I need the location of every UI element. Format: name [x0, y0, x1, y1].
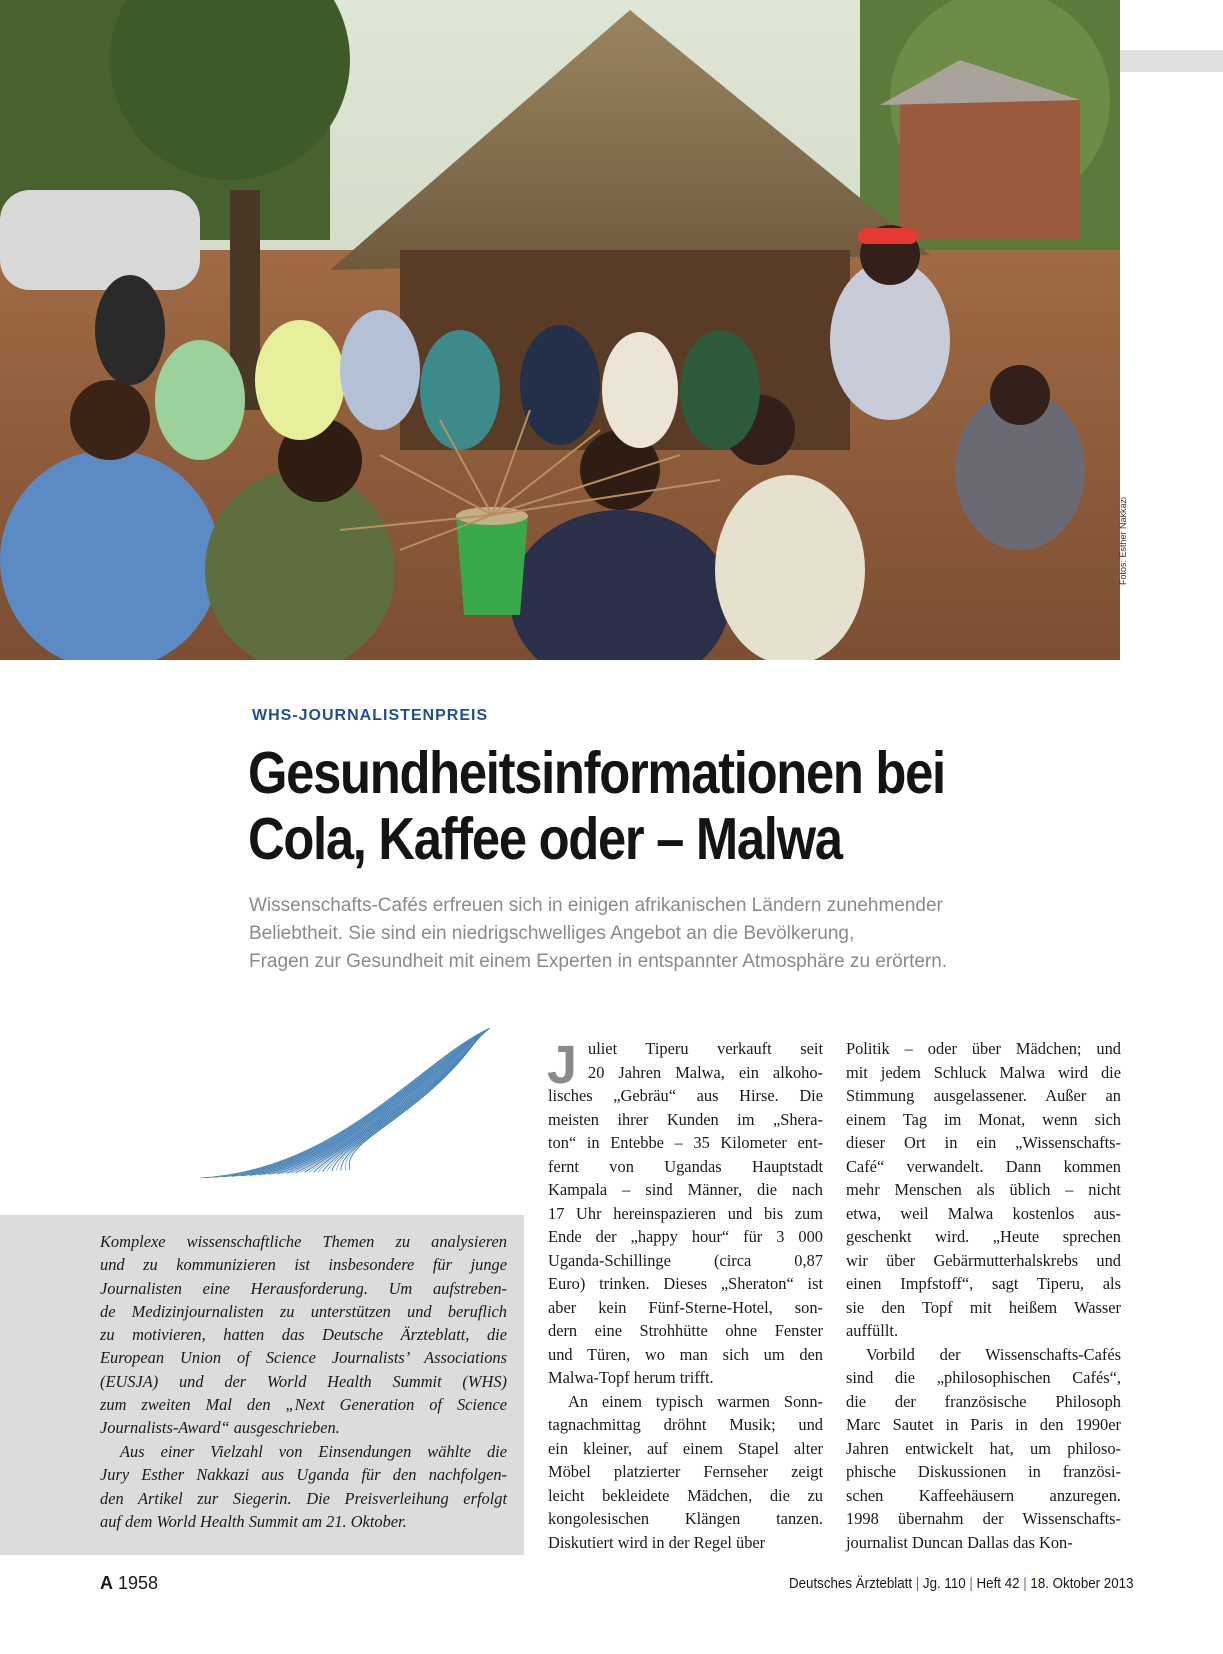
- wave-line: [214, 1029, 489, 1177]
- body-line: Marc Sautet in Paris in den 1990er: [846, 1415, 1121, 1434]
- issue-date: 18. Oktober 2013: [1030, 1576, 1134, 1592]
- lead-line: Fragen zur Gesundheit mit einem Experten in entspannter Atmosphäre zu erörtern.: [249, 951, 948, 972]
- photo-illustration: [0, 0, 1120, 660]
- article-photo: [0, 0, 1120, 660]
- body-line: leicht bekleidete Mädchen, die zu: [548, 1485, 823, 1505]
- body-line: fernt von Ugandas Hauptstadt: [548, 1156, 823, 1176]
- page-number: [100, 1573, 158, 1594]
- body-line: Möbel platzierter Fernseher zeigt: [548, 1462, 823, 1481]
- body-line: sie den Topf mit heißem Wasser: [846, 1297, 1121, 1317]
- body-line: uliet Tiperu verkauft seit: [588, 1039, 823, 1058]
- publication-name: Deutsches Ärzteblatt: [789, 1576, 913, 1592]
- body-line: Jahren entwickelt hat, um philoso-: [846, 1438, 1121, 1458]
- info-line: Aus einer Vielzahl von Einsendungen wählte die: [120, 1442, 507, 1461]
- article-title: [248, 740, 988, 872]
- info-line: de Medizinjournalisten zu unterstützen und beruflich: [100, 1301, 507, 1321]
- wave-line: [209, 1029, 489, 1178]
- page-tab-marker: [1120, 50, 1223, 72]
- body-line: einen Impfstoff“, sagt Tiperu, als: [846, 1274, 1121, 1293]
- info-line: zu motivieren, hatten das Deutsche Ärzteblatt, die: [100, 1325, 507, 1345]
- info-line: den Artikel zur Siegerin. Die Preisverleihung erfolgt: [100, 1488, 507, 1508]
- body-line: und Türen, wo man sich um den: [548, 1344, 823, 1364]
- body-line: schen Kaffeehäusern anzuregen.: [846, 1485, 1121, 1505]
- info-line: Journalists-Award“ ausgeschrieben.: [100, 1418, 340, 1438]
- body-line: kongolesischen Klängen tanzen.: [548, 1509, 823, 1528]
- body-line: etwa, weil Malwa kostenlos aus-: [846, 1203, 1121, 1223]
- body-line: tagnachmittag dröhnt Musik; und: [548, 1415, 823, 1434]
- kicker: WHS-JOURNALISTENPREIS: [252, 707, 489, 724]
- separator: |: [915, 1576, 920, 1592]
- body-line: 20 Jahren Malwa, ein alkoho-: [588, 1062, 823, 1082]
- body-line: meisten ihrer Kunden im „Shera-: [548, 1109, 823, 1129]
- section-letter: A: [100, 1573, 113, 1593]
- wave-line: [218, 1029, 488, 1177]
- body-line: Café“ verwandelt. Dann kommen: [846, 1156, 1121, 1176]
- info-line: European Union of Science Journalists’ Associations: [100, 1348, 507, 1368]
- body-line: ein kleiner, auf einem Stapel alter: [548, 1438, 823, 1458]
- body-line: Malwa-Topf herum trifft.: [548, 1368, 714, 1387]
- body-line: sind die „philosophischen Cafés“,: [846, 1368, 1121, 1387]
- body-line: lisches „Gebräu“ aus Hirse. Die: [548, 1086, 823, 1105]
- info-line: auf dem World Health Summit am 21. Oktober.: [100, 1511, 407, 1531]
- body-line: 17 Uhr hereinspazieren und bis zum: [548, 1203, 823, 1223]
- body-line: ton“ in Entebbe – 35 Kilometer ent-: [548, 1133, 823, 1152]
- body-line: phische Diskussionen in französi-: [846, 1462, 1121, 1481]
- body-column-2: [846, 1037, 1121, 1554]
- issue: Heft 42: [976, 1576, 1020, 1592]
- body-line: mehr Menschen als üblich – nicht: [846, 1180, 1121, 1199]
- photo-credit: Fotos: Esther Nakkazi: [1118, 496, 1128, 585]
- info-paragraph-2: [100, 1440, 507, 1533]
- info-line: (EUSJA) und der World Health Summit (WHS): [100, 1371, 507, 1391]
- body-line: mit jedem Schluck Malwa wird die: [846, 1062, 1121, 1082]
- info-line: und zu kommunizieren ist insbesondere für junge: [100, 1255, 507, 1275]
- body-line: Kampala – sind Männer, die nach: [548, 1180, 823, 1199]
- info-paragraph-1: [100, 1230, 507, 1440]
- body-line: Uganda-Schillinge (circa 0,87: [548, 1250, 823, 1270]
- body-line: die der französische Philosoph: [846, 1391, 1121, 1411]
- publication-info: [789, 1576, 1133, 1592]
- body-line: 1998 übernahm der Wissenschafts-: [846, 1509, 1121, 1528]
- body-line: Politik – oder über Mädchen; und: [846, 1039, 1121, 1058]
- body-line: An einem typisch warmen Sonn-: [568, 1391, 823, 1411]
- body-line: Diskutiert wird in der Regel über: [548, 1532, 766, 1552]
- award-info-box: [0, 1215, 524, 1555]
- title-line: Gesundheitsinformationen bei: [248, 740, 945, 806]
- wave-line: [223, 1030, 488, 1177]
- body-line: dieser Ort in ein „Wissenschafts-: [846, 1133, 1121, 1152]
- info-line: Komplexe wissenschaftliche Themen zu analysieren: [100, 1232, 507, 1251]
- wave-line: [232, 1030, 488, 1176]
- award-wave-graphic: [190, 1020, 510, 1200]
- info-line: Journalisten eine Herausforderung. Um aufstreben-: [100, 1278, 507, 1298]
- body-line: einem Tag im Monat, wenn sich: [846, 1109, 1121, 1129]
- body-line: Stimmung ausgelassener. Außer an: [846, 1086, 1121, 1105]
- body-line: geschenkt wird. „Heute sprechen: [846, 1227, 1121, 1246]
- info-line: Jury Esther Nakkazi aus Uganda für den nachfolgen-: [100, 1465, 507, 1485]
- body-line: Euro) trinken. Dieses „Sheraton“ ist: [548, 1274, 823, 1293]
- lead-line: Beliebtheit. Sie sind ein niedrigschwelliges Angebot an die Bevölkerung,: [249, 923, 855, 944]
- separator: |: [969, 1576, 973, 1592]
- body-line: Ende der „happy hour“ für 3 000: [548, 1227, 823, 1246]
- body-line: journalist Duncan Dallas das Kon-: [846, 1532, 1073, 1552]
- body-line: auffüllt.: [846, 1321, 899, 1340]
- wave-line: [236, 1030, 487, 1176]
- lead-line: Wissenschafts-Cafés erfreuen sich in einigen afrikanischen Ländern zunehmender: [249, 895, 943, 916]
- body-line: dern eine Strohhütte ohne Fenster: [548, 1321, 823, 1340]
- body-line: aber kein Fünf-Sterne-Hotel, son-: [548, 1297, 823, 1317]
- separator: |: [1023, 1576, 1027, 1592]
- page-number-value: 1958: [118, 1573, 159, 1593]
- lead-paragraph: [249, 892, 1129, 976]
- wave-line: [227, 1030, 488, 1177]
- drop-cap-letter: J: [547, 1035, 578, 1095]
- body-line: wir über Gebärmutterhalskrebs und: [846, 1250, 1121, 1270]
- title-line: Cola, Kaffee oder – Malwa: [248, 806, 842, 872]
- volume: Jg. 110: [922, 1576, 966, 1592]
- body-line: Vorbild der Wissenschafts-Cafés: [866, 1344, 1121, 1364]
- info-line: zum zweiten Mal den „Next Generation of Science: [100, 1395, 507, 1415]
- body-column-1: [548, 1037, 823, 1554]
